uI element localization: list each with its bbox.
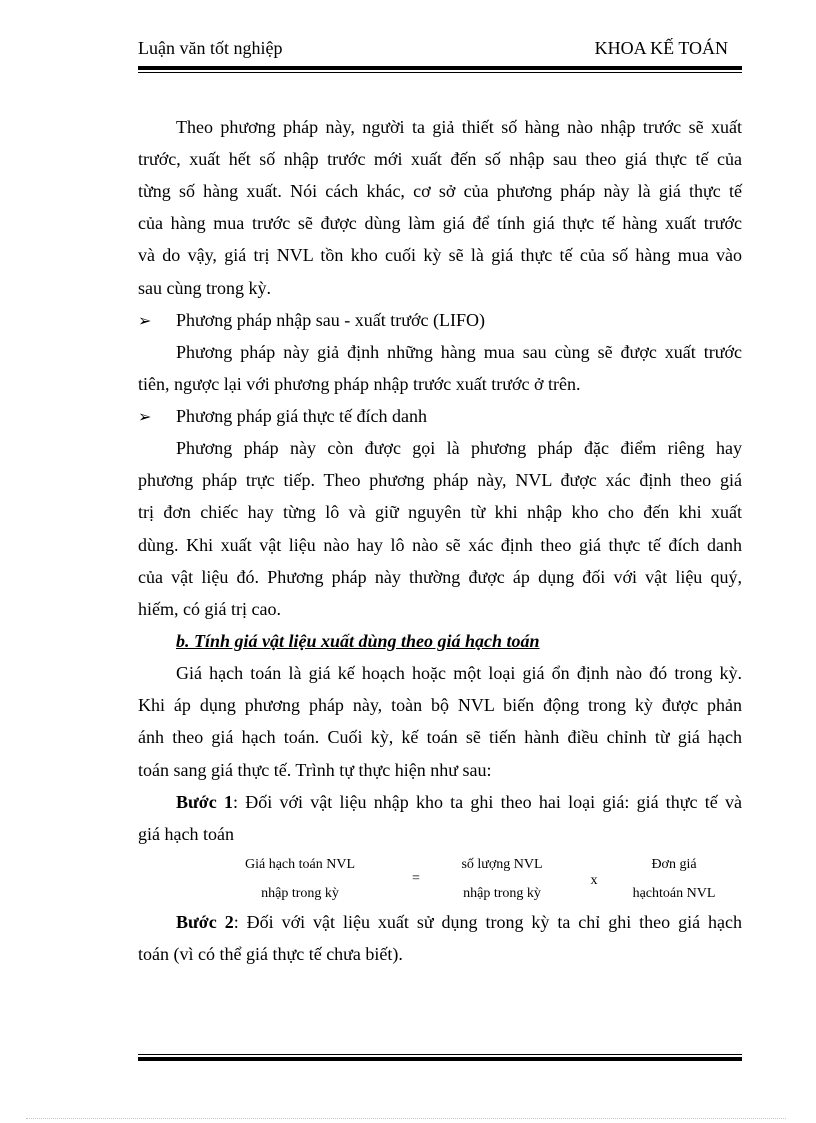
header-right: KHOA KẾ TOÁN [594,38,728,58]
step-2-label: Bước 2 [176,912,234,932]
text-line: từng số hàng xuất. Nói cách khác, cơ sở của phương pháp này là giá thực tế [138,181,742,201]
header-rule-thick [138,66,742,70]
text-line: của hàng mua trước sẽ được dùng làm giá để tính giá thực tế hàng xuất trước [138,213,742,233]
step-2-line [176,912,742,933]
text-line: toán (vì có thể giá thực tế chưa biết). [138,944,403,964]
formula-equals: = [412,871,420,886]
text-line: trước, xuất hết số nhập trước mới xuất đến số nhập sau theo giá thực tế của [138,149,742,169]
footer-rule-thick [138,1057,742,1061]
formula-left-bottom: nhập trong kỳ [261,886,339,901]
text-line: và do vậy, giá trị NVL tồn kho cuối kỳ sẽ là giá thực tế của số hàng mua vào [138,245,742,265]
formula-mid-bottom: nhập trong kỳ [463,886,541,901]
text-line: Giá hạch toán là giá kế hoạch hoặc một loại giá ổn định nào đó trong kỳ. [176,663,742,683]
text-line: hiếm, có giá trị cao. [138,599,281,619]
step-1-line [176,792,742,813]
text-line: tiên, ngược lại với phương pháp nhập trước xuất trước ở trên. [138,374,581,394]
text-line: Theo phương pháp này, người ta giả thiết số hàng nào nhập trước sẽ xuất [176,117,742,137]
text-line: phương pháp trực tiếp. Theo phương pháp này, NVL được xác định theo giá [138,470,742,490]
bullet-specific-identification: Phương pháp giá thực tế đích danh [176,406,427,426]
arrow-bullet-icon: ➢ [138,409,152,426]
arrow-bullet-icon: ➢ [138,313,152,330]
text-line: toán sang giá thực tế. Trình tự thực hiện như sau: [138,760,492,780]
text-line: dùng. Khi xuất vật liệu nào hay lô nào sẽ xác định theo giá thực tế đích danh [138,535,742,555]
bullet-lifo: Phương pháp nhập sau - xuất trước (LIFO) [176,310,485,330]
step-1-label: Bước 1 [176,792,234,812]
text-line: Phương pháp này giả định những hàng mua sau cùng sẽ được xuất trước [176,342,742,362]
formula-times: x [590,873,598,888]
text-line: giá hạch toán [138,824,234,844]
formula-mid-top: số lượng NVL [461,857,543,872]
step-2-text: : Đối với vật liệu xuất sử dụng trong kỳ ta chỉ ghi theo giá hạch [233,912,742,932]
header-left: Luận văn tốt nghiệp [138,38,283,58]
text-line: của vật liệu đó. Phương pháp này thường được áp dụng đối với vật liệu quý, [138,567,742,587]
header-rule-thin [138,72,742,73]
text-line: sau cùng trong kỳ. [138,278,271,298]
formula-left-top: Giá hạch toán NVL [244,857,356,872]
formula-right-top: Đơn giá [651,857,697,872]
page-header [138,38,742,66]
text-line: Phương pháp này còn được gọi là phương pháp đặc điểm riêng hay [176,438,742,458]
text-line: Khi áp dụng phương pháp này, toàn bộ NVL biến động trong kỳ được phản [138,695,742,715]
text-line: ánh theo giá hạch toán. Cuối kỳ, kế toán sẽ tiến hành điều chỉnh từ giá hạch [138,727,742,747]
text-line: trị đơn chiếc hay từng lô và giữ nguyên từ khi nhập kho cho đến khi xuất [138,502,742,522]
section-heading-b: b. Tính giá vật liệu xuất dùng theo giá hạch toán [176,631,540,651]
footer-rule-thin [138,1054,742,1055]
step-1-text: : Đối với vật liệu nhập kho ta ghi theo hai loại giá: giá thực tế và [233,792,743,812]
page-edge-divider [26,1118,786,1119]
formula-right-bottom: hạchtoán NVL [632,886,716,901]
